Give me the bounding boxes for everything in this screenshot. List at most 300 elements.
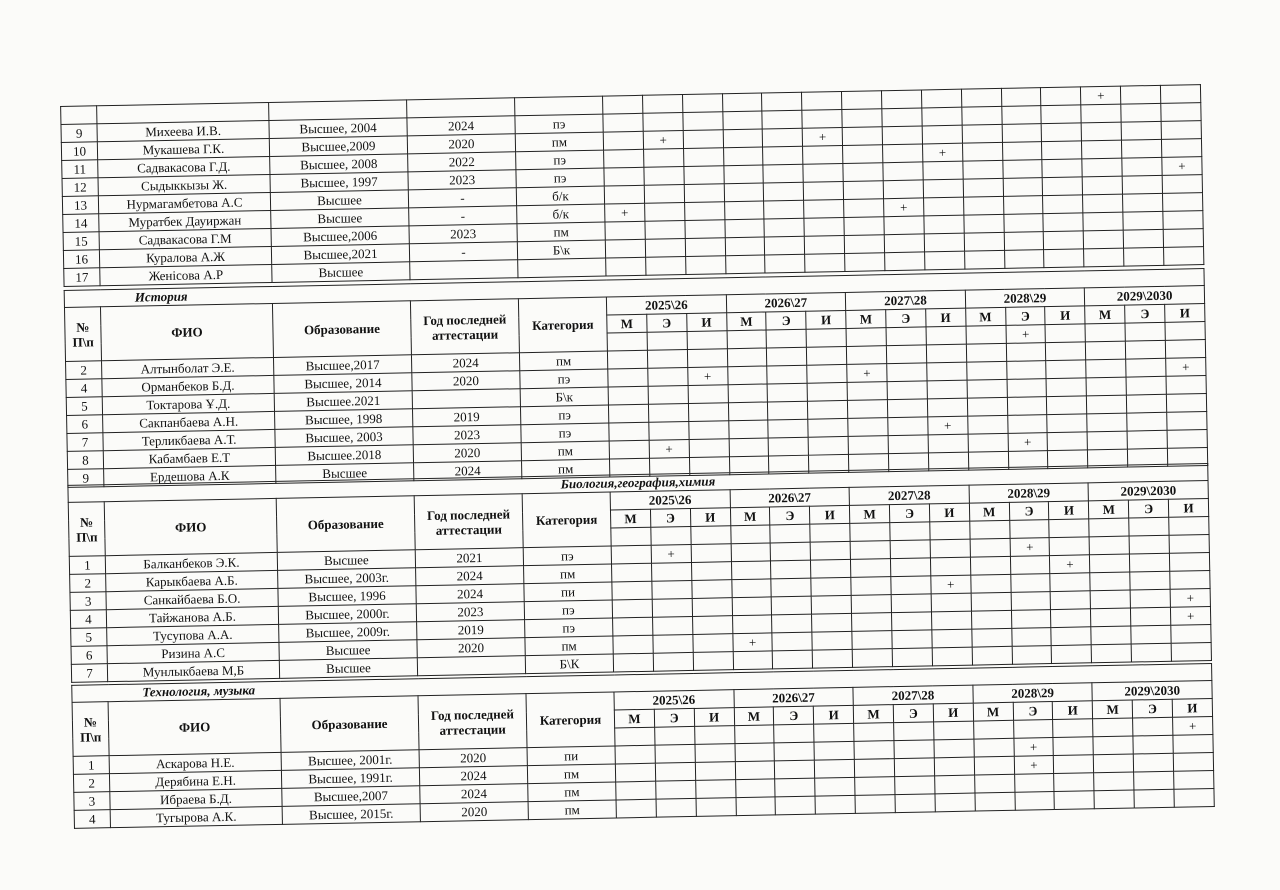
schedule-cell [772, 614, 812, 633]
schedule-cell [1054, 773, 1094, 792]
schedule-cell [1171, 625, 1211, 644]
schedule-cell [656, 798, 696, 817]
schedule-cell [884, 216, 924, 235]
schedule-cell [1123, 229, 1163, 248]
schedule-cell [607, 332, 647, 351]
schedule-cell [891, 576, 931, 595]
last-attestation-year [410, 260, 518, 280]
stage-header: М [853, 705, 893, 724]
schedule-cell [885, 252, 925, 271]
schedule-cell [1051, 591, 1091, 610]
schedule-cell [851, 559, 891, 578]
schedule-cell [843, 181, 883, 200]
schedule-cell [765, 236, 805, 255]
attestation-mark: + [1166, 358, 1206, 377]
schedule-cell [967, 379, 1007, 398]
schedule-cell [966, 361, 1006, 380]
schedule-cell [609, 440, 649, 459]
attestation-mark: + [605, 203, 645, 222]
schedule-cell [1043, 177, 1083, 196]
column-header-category: Категория [526, 692, 615, 748]
schedule-cell [1125, 322, 1165, 341]
schedule-cell [764, 182, 804, 201]
schedule-cell [643, 113, 683, 132]
schedule-cell [1169, 535, 1209, 554]
schedule-cell [1165, 340, 1205, 359]
year-header: 2027\28 [853, 685, 973, 705]
schedule-cell [894, 740, 934, 759]
schedule-cell [612, 581, 652, 600]
schedule-cell [1084, 230, 1124, 249]
last-attestation-year: 2023 [413, 425, 521, 445]
column-header-fio: ФИО [108, 698, 281, 755]
stage-header: М [734, 707, 774, 726]
schedule-cell [774, 724, 814, 743]
last-attestation-year: 2019 [417, 620, 525, 640]
schedule-cell [763, 164, 803, 183]
continuation-table [60, 84, 1204, 287]
category: Б\к [520, 387, 608, 407]
attestation-mark: + [649, 439, 689, 458]
schedule-cell [656, 780, 696, 799]
schedule-cell [1089, 518, 1129, 537]
attestation-mark: + [1010, 538, 1050, 557]
schedule-cell [729, 438, 769, 457]
teacher-name: Ердешова А.К [104, 465, 276, 486]
schedule-cell [812, 613, 852, 632]
education: Высшее.2018 [275, 445, 413, 466]
schedule-cell [689, 439, 729, 458]
schedule-cell [964, 232, 1004, 251]
section-title: Технология, музыка [72, 663, 1212, 702]
schedule-cell [971, 610, 1011, 629]
schedule-cell [731, 561, 771, 580]
schedule-cell [844, 199, 884, 218]
schedule-cell [1002, 160, 1042, 179]
schedule-cell [808, 418, 848, 437]
schedule-cell [1042, 123, 1082, 142]
schedule-cell [1127, 412, 1167, 431]
teacher-name: Сакпанбаева А.Н. [103, 411, 275, 432]
schedule-cell [1007, 415, 1047, 434]
schedule-cell [1125, 340, 1165, 359]
schedule-cell [735, 761, 775, 780]
stage-header: М [1093, 700, 1133, 719]
schedule-cell [1047, 414, 1087, 433]
schedule-cell [644, 167, 684, 186]
schedule-cell [887, 363, 927, 382]
schedule-cell [775, 760, 815, 779]
schedule-cell [723, 165, 763, 184]
teacher-name: Терликбаева А.Т. [103, 429, 275, 450]
schedule-cell [684, 184, 724, 203]
education: Высшее,2021 [271, 244, 409, 265]
schedule-cell [851, 577, 891, 596]
stage-header: И [690, 508, 730, 527]
category: Б\к [517, 240, 605, 260]
schedule-cell [966, 325, 1006, 344]
schedule-cell [1122, 157, 1162, 176]
section-title: Биология,география,химия [68, 464, 1208, 503]
section-table [67, 463, 1212, 683]
row-number: 3 [74, 792, 110, 811]
education: Высшее, 2000г. [278, 604, 416, 625]
schedule-cell [1048, 432, 1088, 451]
schedule-cell [927, 362, 967, 381]
schedule-cell [927, 398, 967, 417]
schedule-cell [774, 742, 814, 761]
stage-header: И [806, 310, 846, 329]
schedule-cell [608, 368, 648, 387]
schedule-cell [691, 562, 731, 581]
stage-header: И [1053, 701, 1093, 720]
category: пм [521, 441, 609, 461]
schedule-cell [689, 421, 729, 440]
education: Высшее.2021 [274, 391, 412, 412]
schedule-cell [683, 112, 723, 131]
schedule-cell [1124, 247, 1164, 266]
schedule-cell [1044, 231, 1084, 250]
last-attestation-year: 2024 [420, 784, 528, 804]
schedule-cell [655, 726, 695, 745]
schedule-cell [1122, 175, 1162, 194]
category: Б\К [525, 654, 613, 674]
schedule-cell [1003, 214, 1043, 233]
schedule-cell [1082, 158, 1122, 177]
schedule-cell [1086, 359, 1126, 378]
schedule-cell [731, 543, 771, 562]
schedule-cell [807, 382, 847, 401]
schedule-cell [883, 162, 923, 181]
schedule-cell [1126, 376, 1166, 395]
schedule-cell [1081, 122, 1121, 141]
teacher-name: Токтарова Ұ.Д. [102, 393, 274, 414]
schedule-cell [608, 404, 648, 423]
year-header: 2027\28 [845, 290, 965, 310]
education: Высшее, 2014 [274, 373, 412, 394]
schedule-cell [815, 759, 855, 778]
schedule-cell [1174, 788, 1214, 807]
schedule-cell [922, 125, 962, 144]
attestation-mark: + [884, 198, 924, 217]
schedule-cell [971, 574, 1011, 593]
schedule-cell [1013, 720, 1053, 739]
schedule-cell [855, 795, 895, 814]
stage-header: М [973, 702, 1013, 721]
teacher-name: Ризина А.С [107, 642, 279, 663]
schedule-cell [696, 798, 736, 817]
section-title: История [64, 269, 1204, 308]
schedule-cell [1121, 103, 1161, 122]
schedule-cell [1054, 755, 1094, 774]
schedule-cell [842, 127, 882, 146]
schedule-cell [802, 109, 842, 128]
schedule-cell [773, 650, 813, 669]
schedule-cell [1165, 322, 1205, 341]
education: Высшее, 2001г. [281, 750, 419, 771]
schedule-cell [1046, 360, 1086, 379]
schedule-cell [1082, 176, 1122, 195]
schedule-cell [888, 417, 928, 436]
schedule-cell [970, 538, 1010, 557]
schedule-cell [1091, 608, 1131, 627]
schedule-cell [645, 239, 685, 258]
schedule-cell [1010, 574, 1050, 593]
schedule-cell [1087, 395, 1127, 414]
category: пм [522, 459, 610, 479]
category: пэ [525, 618, 613, 638]
schedule-cell [1082, 140, 1122, 159]
year-header: 2027\28 [849, 485, 969, 505]
schedule-cell [1006, 361, 1046, 380]
schedule-cell [644, 185, 684, 204]
row-number: 8 [67, 451, 103, 470]
attestation-mark: + [1014, 756, 1054, 775]
schedule-cell [1053, 737, 1093, 756]
schedule-cell [1004, 232, 1044, 251]
stage-header: Э [647, 314, 687, 333]
schedule-cell [814, 741, 854, 760]
attestation-mark: + [687, 367, 727, 386]
row-number: 13 [62, 196, 98, 215]
education: Высшее, 2003г. [278, 568, 416, 589]
schedule-cell [890, 522, 930, 541]
row-number: 10 [61, 142, 97, 161]
schedule-cell [683, 130, 723, 149]
schedule-cell [962, 124, 1002, 143]
row-number: 6 [67, 415, 103, 434]
teacher-name: Садвакасова Г.Д. [98, 156, 270, 177]
attestation-mark: + [643, 131, 683, 150]
schedule-cell [1163, 193, 1203, 212]
schedule-cell [1093, 736, 1133, 755]
year-header: 2028\29 [973, 683, 1093, 703]
schedule-cell [615, 763, 655, 782]
section-table [71, 663, 1215, 829]
row-number: 14 [63, 214, 99, 233]
category: пэ [523, 546, 611, 566]
schedule-cell [1084, 248, 1124, 267]
schedule-cell [962, 142, 1002, 161]
schedule-cell [608, 386, 648, 405]
schedule-cell [688, 403, 728, 422]
schedule-cell [808, 436, 848, 455]
attestation-schedule-sheet [60, 78, 1224, 860]
schedule-cell [616, 799, 656, 818]
year-header: 2026\27 [726, 292, 846, 312]
schedule-cell [1133, 717, 1173, 736]
schedule-cell [890, 540, 930, 559]
schedule-cell [615, 745, 655, 764]
schedule-cell [1131, 625, 1171, 644]
schedule-cell [964, 214, 1004, 233]
schedule-cell [804, 217, 844, 236]
schedule-cell [974, 774, 1014, 793]
year-header: 2029\2030 [1088, 481, 1208, 501]
schedule-cell [772, 596, 812, 615]
schedule-cell [1131, 607, 1171, 626]
schedule-cell [768, 401, 808, 420]
schedule-cell [881, 90, 921, 109]
schedule-cell [735, 779, 775, 798]
schedule-cell [926, 326, 966, 345]
schedule-cell [1086, 377, 1126, 396]
schedule-cell [603, 113, 643, 132]
last-attestation-year: 2024 [416, 584, 524, 604]
category: пэ [516, 168, 604, 188]
last-attestation-year: 2024 [411, 353, 519, 373]
stage-header: И [1165, 304, 1205, 323]
teacher-name: Орманбеков Б.Д. [102, 375, 274, 396]
schedule-cell [1091, 644, 1131, 663]
schedule-cell [685, 220, 725, 239]
category [515, 96, 603, 116]
schedule-cell [970, 556, 1010, 575]
schedule-cell [1127, 394, 1167, 413]
teacher-name: Аскарова Н.Е. [109, 752, 281, 773]
teacher-name: Сыдыккызы Ж. [98, 174, 270, 195]
schedule-cell [771, 542, 811, 561]
schedule-cell [652, 580, 692, 599]
table-continuation [60, 84, 1203, 287]
schedule-cell [802, 91, 842, 110]
category: пи [527, 746, 615, 766]
row-number: 4 [74, 810, 110, 829]
schedule-cell [1094, 772, 1134, 791]
teacher-name: Алтынболат Э.Е. [102, 357, 274, 378]
schedule-cell [1171, 642, 1211, 661]
schedule-cell [771, 578, 811, 597]
last-attestation-year: 2020 [417, 638, 525, 658]
education: Высшее [277, 550, 415, 571]
schedule-cell [923, 161, 963, 180]
teacher-name: Нурмагамбетова А.С [98, 192, 270, 213]
column-header-fio: ФИО [100, 303, 273, 360]
schedule-cell [767, 365, 807, 384]
schedule-cell [691, 544, 731, 563]
schedule-cell [852, 631, 892, 650]
stage-header: М [730, 507, 770, 526]
schedule-cell [762, 92, 802, 111]
stage-header: Э [886, 309, 926, 328]
category: б/к [517, 204, 605, 224]
education: Высшее [279, 640, 417, 661]
last-attestation-year: 2023 [409, 224, 517, 244]
schedule-cell [1169, 553, 1209, 572]
teacher-name: Женісова А.Р [100, 264, 272, 285]
schedule-cell [763, 146, 803, 165]
schedule-cell [1166, 376, 1206, 395]
schedule-cell [613, 653, 653, 672]
schedule-cell [814, 723, 854, 742]
education: Высшее, 2009г. [279, 622, 417, 643]
schedule-cell [886, 345, 926, 364]
education: Высшее,2017 [273, 355, 411, 376]
schedule-cell [1090, 590, 1130, 609]
column-header-education: Образование [272, 301, 411, 358]
schedule-cell [932, 629, 972, 648]
year-header: 2026\27 [734, 687, 854, 707]
schedule-cell [845, 253, 885, 272]
schedule-cell [1006, 343, 1046, 362]
schedule-cell [1007, 379, 1047, 398]
teacher-name: Карыкбаева А.Б. [106, 570, 278, 591]
stage-header: М [607, 314, 647, 333]
schedule-cell [883, 180, 923, 199]
attestation-mark: + [1008, 433, 1048, 452]
schedule-cell [1002, 124, 1042, 143]
last-attestation-year: - [409, 206, 517, 226]
schedule-cell [963, 196, 1003, 215]
schedule-cell [1010, 556, 1050, 575]
column-header-number: № П\п [64, 307, 101, 362]
education: Высшее, 2015г. [282, 804, 420, 825]
stage-header: И [1172, 698, 1212, 717]
education: Высшее [279, 658, 417, 679]
schedule-cell [604, 167, 644, 186]
schedule-cell [921, 89, 961, 108]
schedule-cell [1134, 789, 1174, 808]
schedule-cell [1129, 535, 1169, 554]
schedule-cell [924, 233, 964, 252]
schedule-cell [648, 368, 688, 387]
schedule-cell [727, 330, 767, 349]
stage-header: Э [893, 704, 933, 723]
schedule-cell [843, 163, 883, 182]
schedule-cell [1002, 142, 1042, 161]
schedule-cell [805, 235, 845, 254]
schedule-cell [1011, 628, 1051, 647]
schedule-cell [922, 107, 962, 126]
schedule-cell [764, 200, 804, 219]
schedule-cell [1094, 754, 1134, 773]
last-attestation-year: 2024 [416, 566, 524, 586]
schedule-cell [923, 197, 963, 216]
last-attestation-year: - [408, 188, 516, 208]
schedule-cell [607, 350, 647, 369]
schedule-cell [1130, 571, 1170, 590]
schedule-cell [884, 234, 924, 253]
education: Высшее,2006 [271, 226, 409, 247]
schedule-cell [1014, 774, 1054, 793]
schedule-cell [694, 726, 734, 745]
schedule-cell [605, 221, 645, 240]
schedule-cell [852, 649, 892, 668]
row-number: 12 [62, 178, 98, 197]
schedule-cell [1167, 412, 1207, 431]
last-attestation-year: 2019 [412, 407, 520, 427]
schedule-cell [888, 435, 928, 454]
stage-header: М [969, 502, 1009, 521]
education: Высшее, 1998 [275, 409, 413, 430]
schedule-cell [964, 250, 1004, 269]
attestation-mark: + [922, 143, 962, 162]
category: пм [515, 132, 603, 152]
education: Высшее, 2008 [270, 154, 408, 175]
teacher-name: Муратбек Дауиржан [99, 210, 271, 231]
row-number: 2 [73, 774, 109, 793]
schedule-cell [734, 725, 774, 744]
schedule-cell [684, 202, 724, 221]
attestation-mark: + [1014, 738, 1054, 757]
schedule-cell [924, 251, 964, 270]
stage-header: М [614, 709, 654, 728]
schedule-cell [1043, 195, 1083, 214]
attestation-mark: + [732, 633, 772, 652]
schedule-cell [1041, 87, 1081, 106]
stage-header: Э [889, 504, 929, 523]
last-attestation-year: 2020 [413, 443, 521, 463]
